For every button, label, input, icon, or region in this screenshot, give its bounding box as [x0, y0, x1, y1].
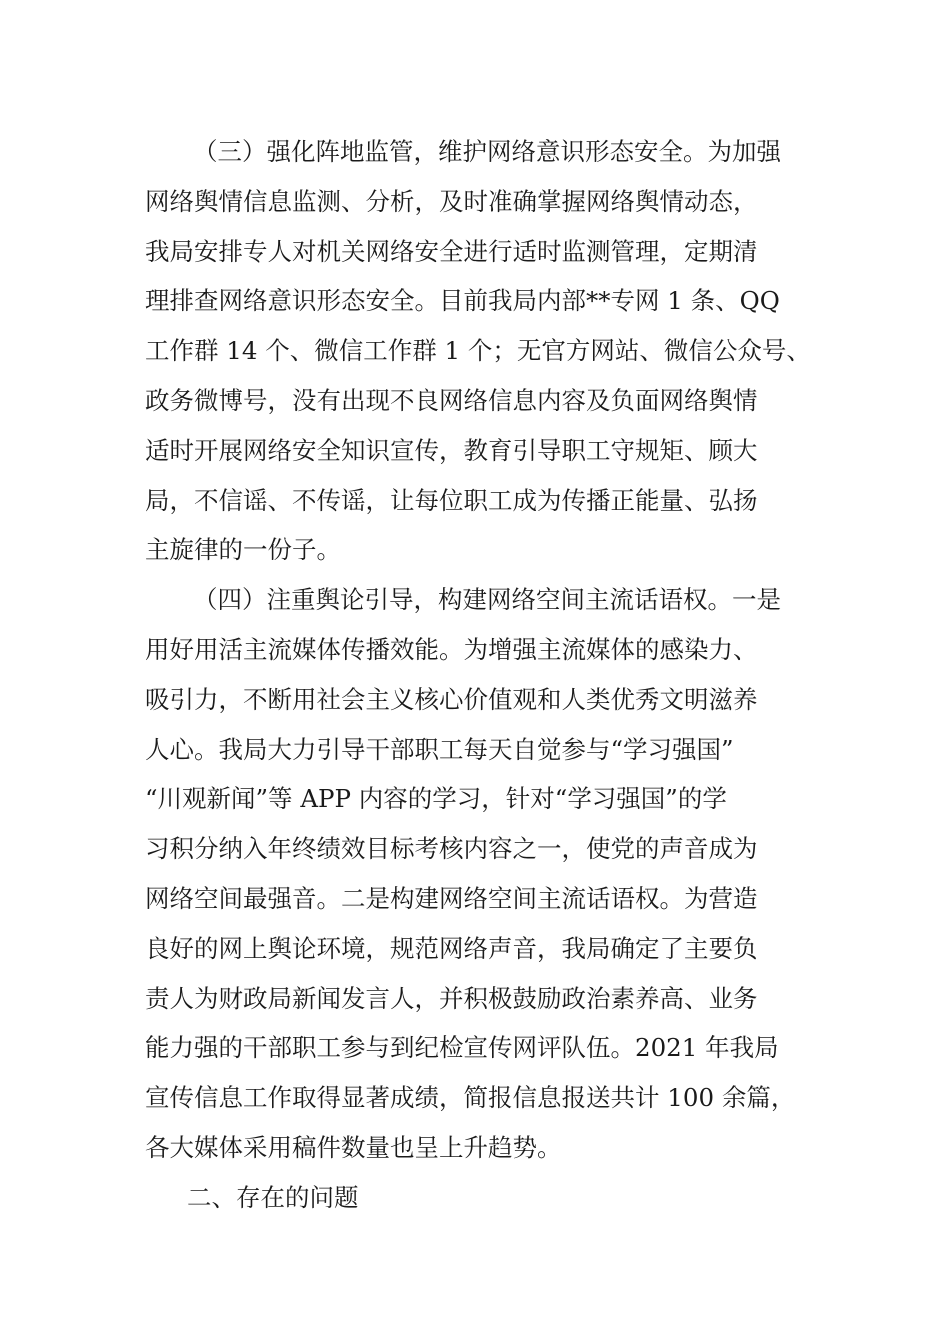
paragraph-line: “川观新闻”等 APP 内容的学习，针对“学习强国”的学: [145, 784, 727, 814]
paragraph-line: （四）注重舆论引导，构建网络空间主流话语权。一是: [193, 585, 781, 615]
paragraph-line: （三）强化阵地监管，维护网络意识形态安全。为加强: [193, 137, 781, 166]
paragraph-line: 人心。我局大力引导干部职工每天自觉参与“学习强国”: [145, 734, 734, 764]
paragraph-line: 用好用活主流媒体传播效能。为增强主流媒体的感染力、: [145, 634, 758, 664]
paragraph-line: 我局安排专人对机关网络安全进行适时监测管理，定期清: [145, 236, 758, 266]
paragraph-line: 理排查网络意识形态安全。目前我局内部**专网 1 条、QQ: [145, 286, 780, 316]
paragraph-line: 能力强的干部职工参与到纪检宣传网评队伍。2021 年我局: [145, 1033, 779, 1063]
paragraph-line: 网络舆情信息监测、分析，及时准确掌握网络舆情动态，: [145, 186, 758, 216]
paragraph-line: 网络空间最强音。二是构建网络空间主流话语权。为营造: [145, 883, 758, 913]
paragraph-line: 吸引力，不断用社会主义核心价值观和人类优秀文明滋养: [145, 684, 758, 714]
paragraph-line: 工作群 14 个、微信工作群 1 个；无官方网站、微信公众号、: [145, 336, 811, 366]
paragraph-line: 各大媒体采用稿件数量也呈上升趋势。: [145, 1132, 562, 1162]
paragraph-line: 责人为财政局新闻发言人，并积极鼓励政治素养高、业务: [145, 983, 758, 1013]
paragraph-line: 良好的网上舆论环境，规范网络声音，我局确定了主要负: [145, 933, 758, 963]
paragraph-line: 习积分纳入年终绩效目标考核内容之一，使党的声音成为: [145, 834, 758, 864]
paragraph-line: 主旋律的一份子。: [145, 535, 341, 565]
paragraph-line: 宣传信息工作取得显著成绩，简报信息报送共计 100 余篇，: [145, 1083, 796, 1113]
paragraph-line: 政务微博号，没有出现不良网络信息内容及负面网络舆情: [145, 385, 758, 415]
paragraph-line: 局，不信谣、不传谣，让每位职工成为传播正能量、弘扬: [145, 485, 758, 515]
section-heading: 二、存在的问题: [187, 1182, 359, 1212]
paragraph-line: 适时开展网络安全知识宣传，教育引导职工守规矩、顾大: [145, 435, 758, 465]
document-body: [145, 127, 835, 1223]
